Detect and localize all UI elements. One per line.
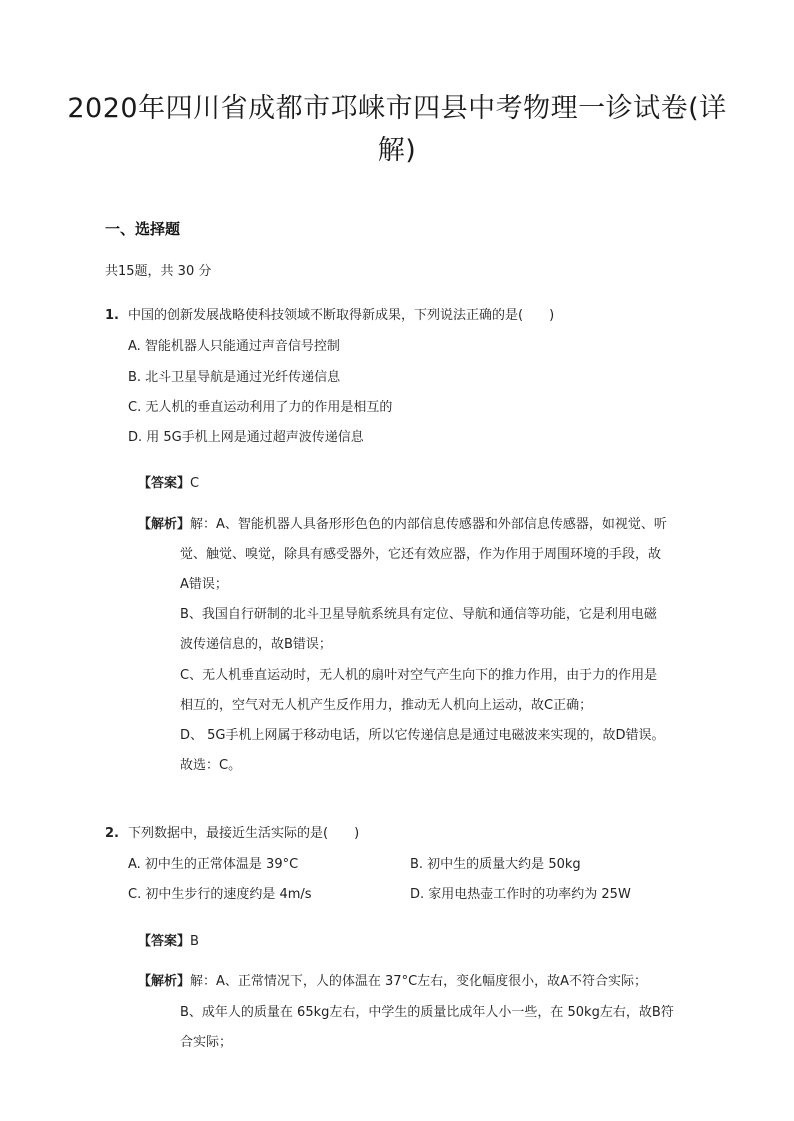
question-1-option-d: D. 用 5G手机上网是通过超声波传递信息 bbox=[128, 430, 364, 445]
document-title-line-2: 解) bbox=[377, 135, 417, 166]
analysis-line: B、成年人的质量在 65kg左右，中学生的质量比成年人小一些，在 50kg左右，故B符 bbox=[180, 1005, 674, 1020]
question-1-option-c: C. 无人机的垂直运动利用了力的作用是相互的 bbox=[128, 400, 393, 415]
question-2-option-c: C. 初中生步行的速度约是 4m/s bbox=[128, 887, 312, 902]
question-2-analysis bbox=[138, 970, 647, 989]
analysis-line: B、我国自行研制的北斗卫星导航系统具有定位、导航和通信等功能，它是利用电磁 bbox=[180, 607, 657, 622]
question-2-number: 2. bbox=[105, 826, 119, 841]
analysis-line: 故选：C。 bbox=[180, 758, 242, 773]
question-1-option-a: A. 智能机器人只能通过声音信号控制 bbox=[128, 339, 340, 354]
analysis-line: 波传递信息的，故B错误； bbox=[180, 637, 332, 652]
question-2-text: 下列数据中，最接近生活实际的是( ) bbox=[128, 826, 360, 841]
question-1-text: 中国的创新发展战略使科技领域不断取得新成果，下列说法正确的是( ) bbox=[128, 308, 555, 323]
question-1-option-b: B. 北斗卫星导航是通过光纤传递信息 bbox=[128, 370, 341, 385]
analysis-line: 合实际； bbox=[180, 1035, 233, 1050]
document-title bbox=[60, 88, 734, 172]
question-2-option-b: B. 初中生的质量大约是 50kg bbox=[410, 857, 581, 872]
section-heading: 一、选择题 bbox=[105, 220, 181, 238]
question-2-option-d: D. 家用电热壶工作时的功率约为 25W bbox=[410, 887, 631, 902]
question-1-analysis bbox=[138, 513, 667, 532]
question-2-stem bbox=[105, 822, 359, 841]
analysis-line: A错误； bbox=[180, 577, 228, 592]
analysis-tag: 【解析】 bbox=[138, 517, 191, 532]
question-2-answer bbox=[138, 930, 199, 949]
document-title-line-1: 2020年四川省成都市邛崃市四县中考物理一诊试卷(详 bbox=[67, 93, 727, 124]
question-1-number: 1. bbox=[105, 308, 119, 323]
analysis-tag: 【解析】 bbox=[138, 974, 191, 989]
analysis-first-line: 解：A、智能机器人具备形形色色的内部信息传感器和外部信息传感器，如视觉、听 bbox=[190, 517, 667, 532]
answer-value: C bbox=[190, 476, 200, 491]
question-1-stem bbox=[105, 304, 554, 323]
answer-tag: 【答案】 bbox=[138, 934, 191, 949]
question-2-option-a: A. 初中生的正常体温是 39°C bbox=[128, 857, 299, 872]
section-meta: 共15题，共 30 分 bbox=[105, 264, 212, 279]
answer-value: B bbox=[190, 934, 199, 949]
analysis-line: D、 5G手机上网属于移动电话，所以它传递信息是通过电磁波来实现的，故D错误。 bbox=[180, 728, 665, 743]
answer-tag: 【答案】 bbox=[138, 476, 191, 491]
question-1-answer bbox=[138, 472, 199, 491]
analysis-line: 觉、触觉、嗅觉，除具有感受器外，它还有效应器，作为作用于周围环境的手段，故 bbox=[180, 547, 662, 562]
analysis-line: 相互的，空气对无人机产生反作用力，推动无人机向上运动，故C正确； bbox=[180, 698, 593, 713]
analysis-first-line: 解：A、正常情况下，人的体温在 37°C左右，变化幅度很小，故A不符合实际； bbox=[190, 974, 648, 989]
analysis-line: C、无人机垂直运动时，无人机的扇叶对空气产生向下的推力作用，由于力的作用是 bbox=[180, 668, 658, 683]
